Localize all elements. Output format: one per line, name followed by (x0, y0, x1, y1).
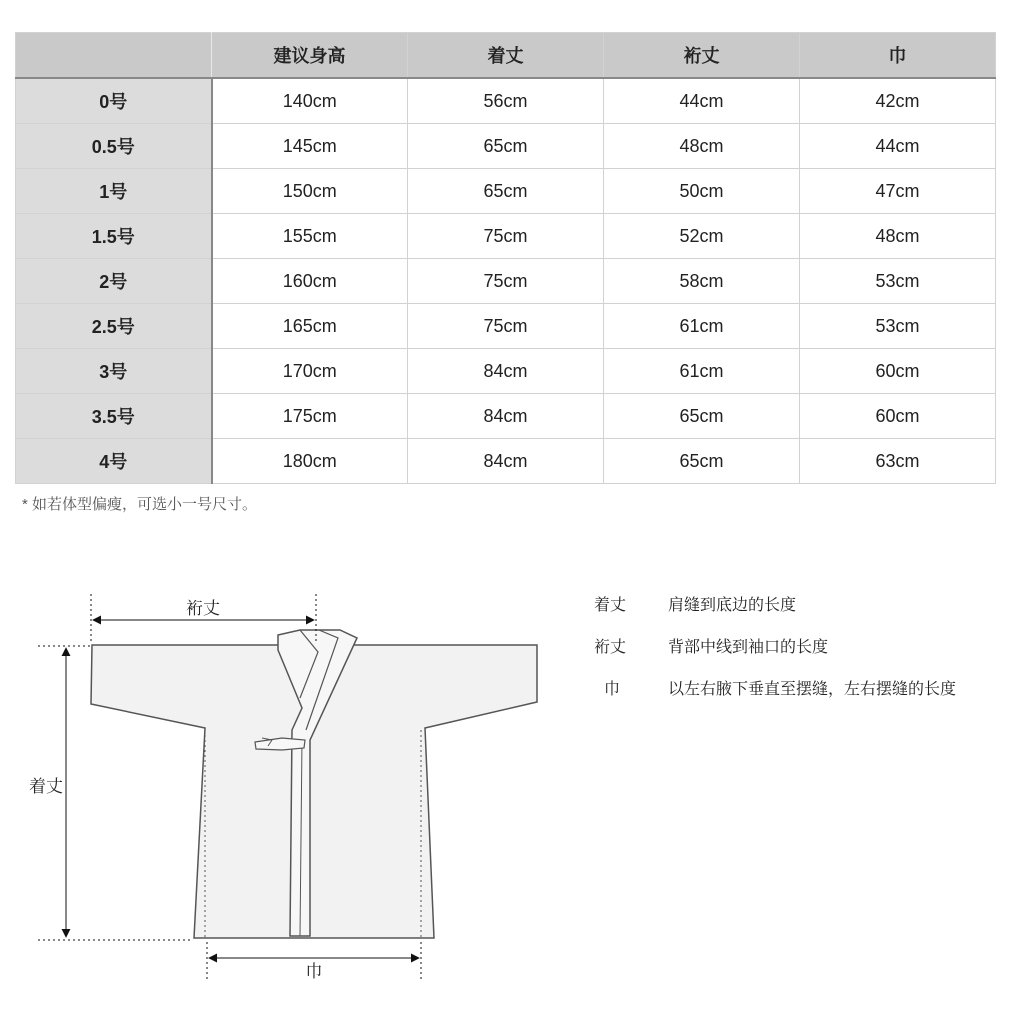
height-cell: 165cm (212, 304, 408, 349)
header-haba: 巾 (800, 33, 996, 79)
kitake-cell: 84cm (408, 439, 604, 484)
size-cell: 2号 (16, 259, 212, 304)
size-cell: 3号 (16, 349, 212, 394)
kitake-cell: 75cm (408, 214, 604, 259)
height-cell: 155cm (212, 214, 408, 259)
size-cell: 3.5号 (16, 394, 212, 439)
diagram-label-kitake: 着丈 (29, 777, 63, 796)
haba-cell: 53cm (800, 304, 996, 349)
yuki-cell: 65cm (604, 439, 800, 484)
haba-cell: 63cm (800, 439, 996, 484)
legend-desc-yuki: 背部中线到袖口的长度 (668, 639, 829, 656)
kitake-cell: 75cm (408, 259, 604, 304)
header-height: 建议身高 (212, 33, 408, 79)
height-cell: 170cm (212, 349, 408, 394)
legend-desc-kitake: 肩缝到底边的长度 (668, 597, 797, 614)
legend-term-kitake: 着丈 (594, 597, 627, 614)
header-yuki: 裄丈 (604, 33, 800, 79)
table-row (16, 214, 996, 259)
haba-cell: 60cm (800, 394, 996, 439)
header-corner-cell (16, 33, 212, 79)
yuki-cell: 58cm (604, 259, 800, 304)
yuki-cell: 48cm (604, 124, 800, 169)
height-cell: 160cm (212, 259, 408, 304)
header-kitake: 着丈 (408, 33, 604, 79)
yuki-cell: 44cm (604, 78, 800, 124)
haba-cell: 60cm (800, 349, 996, 394)
legend-row-yuki (594, 634, 956, 676)
size-cell: 1.5号 (16, 214, 212, 259)
height-cell: 180cm (212, 439, 408, 484)
table-row (16, 349, 996, 394)
diagram-label-haba: 巾 (305, 962, 323, 981)
size-cell: 4号 (16, 439, 212, 484)
table-row (16, 78, 996, 124)
size-chart-table (15, 32, 996, 484)
height-cell: 175cm (212, 394, 408, 439)
size-cell: 1号 (16, 169, 212, 214)
height-cell: 150cm (212, 169, 408, 214)
table-body (16, 78, 996, 484)
haba-cell: 47cm (800, 169, 996, 214)
table-header-row (16, 33, 996, 79)
kitake-cell: 65cm (408, 169, 604, 214)
haba-cell: 48cm (800, 214, 996, 259)
yuki-cell: 52cm (604, 214, 800, 259)
haba-cell: 42cm (800, 78, 996, 124)
table-row (16, 124, 996, 169)
table-row (16, 439, 996, 484)
kitake-cell: 84cm (408, 394, 604, 439)
table-row (16, 259, 996, 304)
legend-row-kitake (594, 592, 956, 634)
kitake-cell: 56cm (408, 78, 604, 124)
kitake-cell: 84cm (408, 349, 604, 394)
yuki-cell: 61cm (604, 304, 800, 349)
size-note: * 如若体型偏瘦，可选小一号尺寸。 (22, 496, 258, 513)
size-cell: 2.5号 (16, 304, 212, 349)
legend-desc-haba: 以左右腋下垂直至摆缝，左右摆缝的长度 (668, 681, 957, 698)
table-row (16, 304, 996, 349)
legend-row-haba (594, 676, 956, 718)
yuki-cell: 50cm (604, 169, 800, 214)
yuki-cell: 61cm (604, 349, 800, 394)
table-row (16, 394, 996, 439)
haba-cell: 44cm (800, 124, 996, 169)
yuki-cell: 65cm (604, 394, 800, 439)
legend-term-haba: 巾 (604, 681, 621, 698)
kitake-cell: 75cm (408, 304, 604, 349)
size-cell: 0号 (16, 78, 212, 124)
table-row (16, 169, 996, 214)
legend-term-yuki: 裄丈 (594, 639, 627, 656)
garment-diagram (0, 580, 560, 1000)
height-cell: 140cm (212, 78, 408, 124)
height-cell: 145cm (212, 124, 408, 169)
measurement-legend (594, 592, 956, 718)
kitake-cell: 65cm (408, 124, 604, 169)
haba-cell: 53cm (800, 259, 996, 304)
size-cell: 0.5号 (16, 124, 212, 169)
diagram-label-yuki: 裄丈 (186, 599, 220, 618)
